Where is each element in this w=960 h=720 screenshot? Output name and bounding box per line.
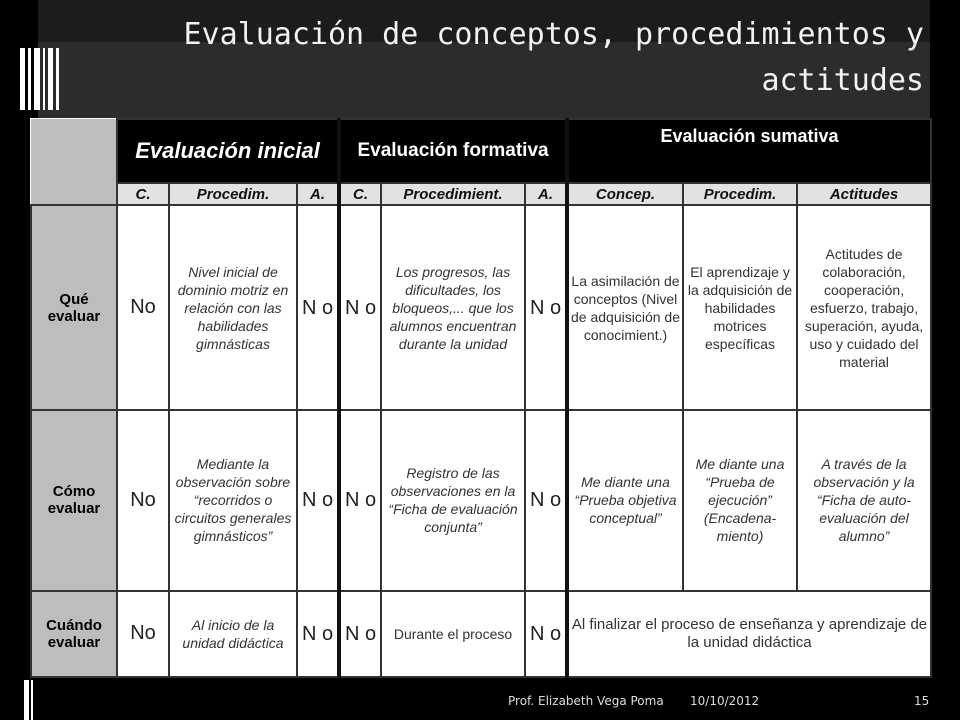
row-label-como: Cómo evaluar	[31, 410, 117, 591]
table-cell: Me diante una “Prueba de ejecución” (Encadena-miento)	[683, 410, 797, 591]
table-cell: Me diante una “Prueba objetiva conceptual”	[567, 410, 683, 591]
table-cell: N o	[525, 205, 567, 410]
table-cell: Al finalizar el proceso de enseñanza y aprendizaje de la unidad didáctica	[567, 591, 931, 677]
footer-author: Prof. Elizabeth Vega Poma	[508, 694, 664, 708]
subheader: A.	[525, 183, 567, 205]
group-header-summative: Evaluación sumativa	[567, 119, 931, 183]
evaluation-table	[30, 118, 930, 678]
table-cell: El aprendizaje y la adquisición de habilidades motrices específicas	[683, 205, 797, 410]
table-cell: Mediante la observación sobre “recorridos o circuitos generales gimnásticos”	[169, 410, 297, 591]
subheader: Actitudes	[797, 183, 931, 205]
table-cell: Al inicio de la unidad didáctica	[169, 591, 297, 677]
table-cell: No	[117, 410, 169, 591]
corner-cell	[31, 183, 117, 205]
footer	[38, 686, 930, 720]
row-label-que: Qué evaluar	[31, 205, 117, 410]
table-cell: N o	[525, 410, 567, 591]
footer-date: 10/10/2012	[690, 694, 760, 708]
row-label-cuando: Cuándo evaluar	[31, 591, 117, 677]
subheader: Procedim.	[169, 183, 297, 205]
subheader: C.	[117, 183, 169, 205]
table-cell: N o	[525, 591, 567, 677]
table-cell: N o	[339, 205, 381, 410]
group-header-formative: Evaluación formativa	[339, 119, 567, 183]
table-cell: A través de la observación y la “Ficha de auto-evaluación del alumno”	[797, 410, 931, 591]
table-cell: Registro de las observaciones en la “Ficha de evaluación conjunta”	[381, 410, 525, 591]
subheader: Concep.	[567, 183, 683, 205]
table-cell: N o	[297, 205, 339, 410]
table-cell: Actitudes de colaboración, cooperación, esfuerzo, trabajo, superación, ayuda, uso y cuidado del material	[797, 205, 931, 410]
table-cell: No	[117, 205, 169, 410]
table-cell: N o	[339, 410, 381, 591]
subheader: C.	[339, 183, 381, 205]
slide-title: Evaluación de conceptos, procedimientos y actitudes	[183, 17, 924, 98]
table-cell: N o	[297, 410, 339, 591]
table-cell: N o	[339, 591, 381, 677]
subheader: Procedimient.	[381, 183, 525, 205]
group-header-initial: Evaluación inicial	[117, 119, 339, 183]
table-cell: La asimilación de conceptos (Nivel de adquisición de conocimient.)	[567, 205, 683, 410]
corner-cell	[31, 119, 117, 183]
table-cell: Durante el proceso	[381, 591, 525, 677]
subheader: A.	[297, 183, 339, 205]
table-cell: N o	[297, 591, 339, 677]
subheader: Procedim.	[683, 183, 797, 205]
table-cell: Los progresos, las dificultades, los bloqueos,... que los alumnos encuentran durante la unidad	[381, 205, 525, 410]
table-cell: No	[117, 591, 169, 677]
table-cell: Nivel inicial de dominio motriz en relación con las habilidades gimnásticas	[169, 205, 297, 410]
page-number: 15	[914, 694, 930, 708]
